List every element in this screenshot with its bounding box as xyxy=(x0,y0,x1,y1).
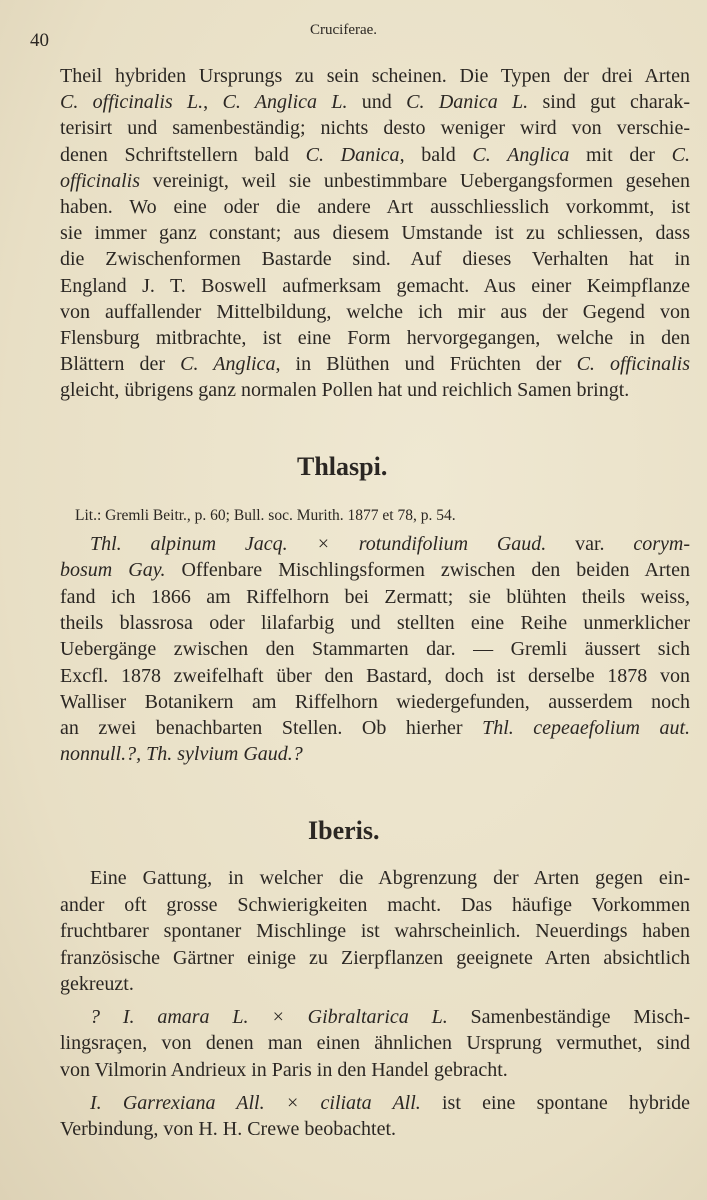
text-line xyxy=(60,919,690,943)
text-line xyxy=(60,1005,690,1029)
text-run: Offenbare Mischlingsformen zwischen den beiden Arten xyxy=(165,559,690,582)
text-line xyxy=(60,300,690,324)
text-run: , xyxy=(203,91,223,114)
text-line xyxy=(60,378,690,402)
text-line xyxy=(60,247,690,271)
text-line xyxy=(60,690,690,714)
text-run: , bald xyxy=(399,143,473,166)
italic-taxon-text: C. Anglica L. xyxy=(222,91,348,114)
text-line xyxy=(60,221,690,245)
text-run: Samenbeständige Misch- xyxy=(447,1006,690,1028)
text-run: Uebergänge zwischen den Stammarten dar. — Gremli äussert sich xyxy=(60,638,690,661)
text-line xyxy=(60,143,690,167)
text-line xyxy=(60,116,690,140)
italic-taxon-text: Thl. cepeaefolium aut. xyxy=(482,717,691,740)
text-line xyxy=(60,195,690,219)
italic-taxon-text: bosum Gay. xyxy=(60,559,166,582)
text-run: französische Gärtner einige zu Zierpflanzen geeignete Arten absichtlich xyxy=(60,947,690,969)
text-run: lingsraçen, von denen man einen ähnlichen Ursprung vermuthet, sind xyxy=(60,1032,690,1054)
text-run xyxy=(60,533,90,555)
text-run: gleicht, übrigens ganz normalen Pollen hat und reichlich Samen bringt. xyxy=(60,379,630,402)
text-line xyxy=(60,558,690,582)
italic-taxon-text: C. Danica xyxy=(305,143,400,166)
text-run: England J. T. Boswell aufmerksam gemacht. Aus einer Keimpflanze xyxy=(60,274,690,297)
text-run: ist eine spontane hybride xyxy=(420,1092,690,1114)
italic-taxon-text: C. Anglica xyxy=(472,143,570,166)
text-line xyxy=(60,326,690,350)
text-run: Flensburg mitbrachte, ist eine Form hervorgegangen, welche in den xyxy=(60,327,690,349)
text-run: ander oft grosse Schwierigkeiten macht. Das häufige Vorkommen xyxy=(60,894,690,916)
text-line xyxy=(60,1091,690,1115)
italic-taxon-text: C. Danica L. xyxy=(406,91,529,114)
text-line xyxy=(60,716,690,740)
section-heading-thlaspi: Thlaspi. xyxy=(297,452,388,481)
text-line xyxy=(60,1117,690,1141)
text-run: Theil hybriden Ursprungs zu sein scheinen. Die Typen der drei Arten xyxy=(60,65,690,87)
page-number: 40 xyxy=(30,30,49,51)
text-run: Walliser Botanikern am Riffelhorn wiedergefunden, ausserdem noch xyxy=(60,690,690,713)
text-line xyxy=(60,352,690,376)
text-run: an zwei benachbarten Stellen. Ob hierher xyxy=(60,717,483,740)
text-line xyxy=(60,664,690,688)
text-run: fand ich 1866 am Riffelhorn bei Zermatt; sie blühten theils weiss, xyxy=(60,585,690,608)
text-line xyxy=(60,274,690,298)
text-run: von auffallender Mittelbildung, welche ich mir aus der Gegend von xyxy=(60,300,690,323)
text-run: sind gut charak- xyxy=(528,91,691,114)
text-run: gekreuzt. xyxy=(60,973,134,995)
italic-taxon-text: corym- xyxy=(633,533,691,555)
text-line xyxy=(60,637,690,661)
text-line xyxy=(60,893,690,917)
text-line xyxy=(60,946,690,970)
text-line xyxy=(60,972,690,996)
text-run: terisirt und samenbeständig; nichts desto weniger wird von verschie- xyxy=(60,117,690,140)
text-run: sie immer ganz constant; aus diesem Umstande ist zu schliessen, dass xyxy=(60,222,690,245)
text-line xyxy=(60,532,690,556)
text-run: var. xyxy=(546,533,634,555)
text-line xyxy=(60,169,690,193)
italic-taxon-text: I. Garrexiana All. × ciliata All. xyxy=(90,1092,421,1114)
italic-taxon-text: C. officinalis L. xyxy=(60,91,204,114)
text-run: die Zwischenformen Bastarde sind. Auf dieses Verhalten hat in xyxy=(60,248,690,271)
text-run: haben. Wo eine oder die andere Art ausschliesslich vorkommt, ist xyxy=(60,196,690,218)
italic-taxon-text: nonnull.?, Th. sylvium Gaud.? xyxy=(60,743,303,766)
text-run xyxy=(60,1006,90,1028)
text-run: Blättern der xyxy=(60,353,181,376)
italic-taxon-text: C. officinalis xyxy=(576,353,690,376)
text-run: mit der xyxy=(569,143,672,166)
text-run: , in Blüthen und Früchten der xyxy=(275,353,577,376)
text-line xyxy=(60,1031,690,1055)
text-line xyxy=(60,866,690,890)
italic-taxon-text: officinalis xyxy=(60,169,140,192)
text-run: und xyxy=(347,91,407,114)
running-head: Cruciferae. xyxy=(310,22,378,38)
text-run: Verbindung, von H. H. Crewe beobachtet. xyxy=(60,1118,397,1140)
text-line xyxy=(60,90,690,114)
text-run: fruchtbarer spontaner Mischlinge ist wahrscheinlich. Neuerdings haben xyxy=(60,920,690,942)
text-line xyxy=(60,742,690,766)
text-run: Excfl. 1878 zweifelhaft über den Bastard, doch ist derselbe 1878 von xyxy=(60,664,690,687)
section-heading-iberis: Iberis. xyxy=(308,816,380,845)
text-line xyxy=(60,611,690,635)
text-run: vereinigt, weil sie unbestimmbare Uebergangsformen gesehen xyxy=(140,169,690,192)
text-run: denen Schriftstellern bald xyxy=(60,143,306,166)
italic-taxon-text: Thl. alpinum Jacq. × rotundifolium Gaud. xyxy=(90,533,547,555)
text-run: von Vilmorin Andrieux in Paris in den Handel gebracht. xyxy=(60,1059,508,1081)
text-run: theils blassrosa oder lilafarbig und stellten eine Reihe unmerklicher xyxy=(60,611,690,634)
text-line xyxy=(60,585,690,609)
text-line xyxy=(60,64,690,88)
literature-reference: Lit.: Gremli Beitr., p. 60; Bull. soc. Murith. 1877 et 78, p. 54. xyxy=(75,507,456,524)
text-line xyxy=(60,1058,690,1082)
text-run xyxy=(60,1092,90,1114)
text-run: Eine Gattung, in welcher die Abgrenzung der Arten gegen ein- xyxy=(60,867,690,889)
italic-taxon-text: C. xyxy=(671,143,691,166)
italic-taxon-text: C. Anglica xyxy=(180,353,276,376)
italic-taxon-text: ? I. amara L. × Gibraltarica L. xyxy=(90,1006,448,1028)
